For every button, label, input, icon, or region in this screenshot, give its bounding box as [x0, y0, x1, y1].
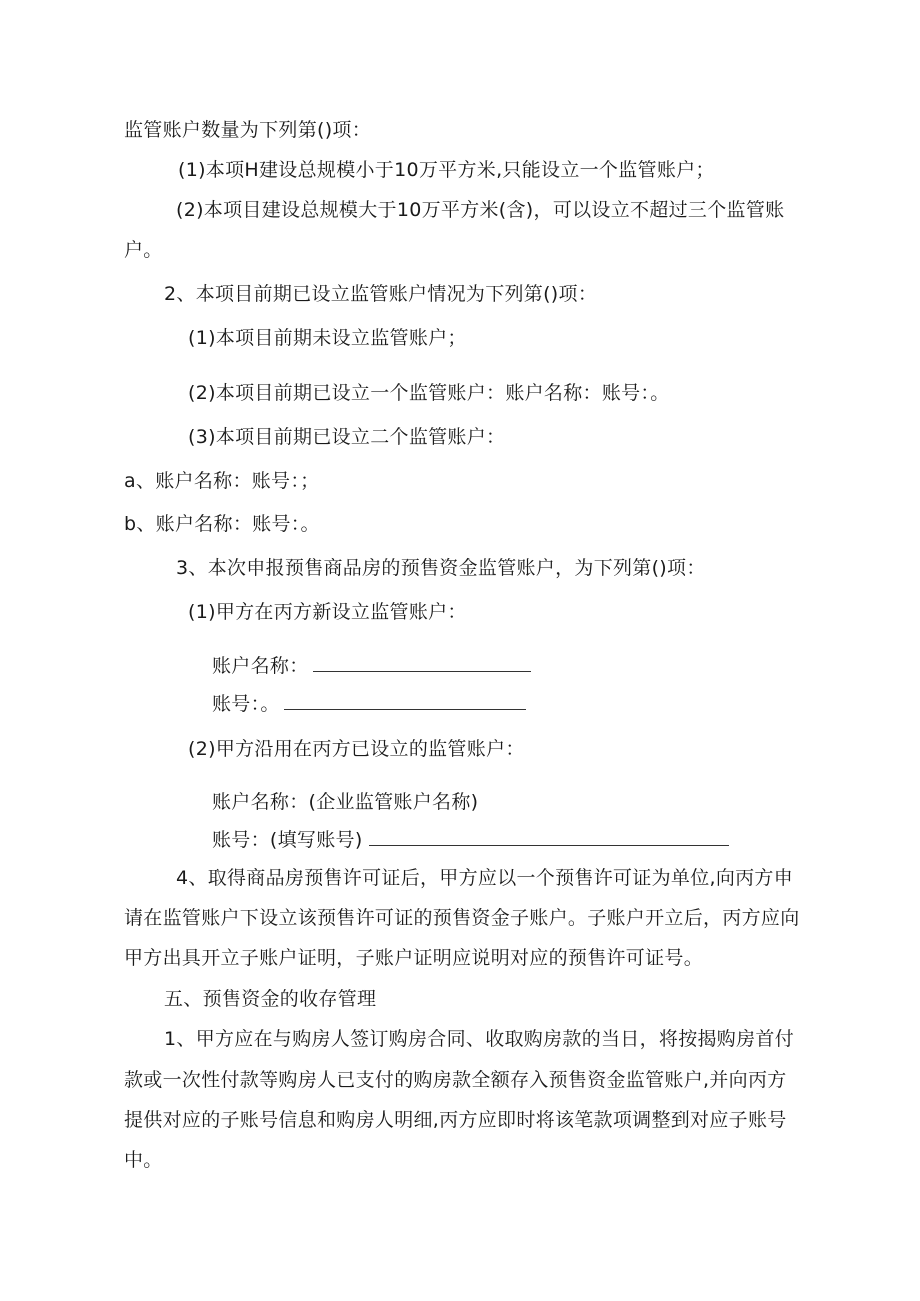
text-line: (2)本项目建设总规模大于10万平方米(含)，可以设立不超过三个监管账: [176, 199, 785, 221]
text-line: (1)本项H建设总规模小于10万平方米,只能设立一个监管账户；: [178, 159, 715, 181]
text-line: (2)甲方沿用在丙方已设立的监管账户：: [188, 738, 525, 760]
account-number-label: 账号：(填写账号): [212, 829, 363, 851]
text-line: 中。: [124, 1149, 163, 1171]
text-line: 监管账户数量为下列第()项：: [124, 119, 372, 141]
account-number-label: 账号：。: [212, 693, 280, 715]
text-line: 户。: [124, 239, 163, 261]
text-line: (1)本项目前期未设立监管账户；: [188, 327, 467, 349]
text-line: 3、本次申报预售商品房的预售资金监管账户，为下列第()项：: [176, 557, 706, 579]
text-line: b、账户名称：账号：。: [124, 513, 320, 535]
text-line: (3)本项目前期已设立二个监管账户：: [188, 426, 506, 448]
text-line: (1)甲方在丙方新设立监管账户：: [188, 601, 467, 623]
text-line: 请在监管账户下设立该预售许可证的预售资金子账户。子账户开立后，丙方应向: [124, 907, 800, 929]
text-line: 账户名称：(企业监管账户名称): [212, 791, 479, 813]
text-line: 款或一次性付款等购房人已支付的购房款全额存入预售资金监管账户,并向丙方: [124, 1069, 787, 1091]
account-name-blank: [313, 657, 531, 672]
text-line: 1、甲方应在与购房人签订购房合同、收取购房款的当日，将按揭购房首付: [164, 1028, 794, 1050]
text-line: (2)本项目前期已设立一个监管账户：账户名称：账号：。: [188, 382, 670, 404]
text-line: 2、本项目前期已设立监管账户情况为下列第()项：: [164, 283, 598, 305]
text-line: 甲方出具开立子账户证明，子账户证明应说明对应的预售许可证号。: [124, 947, 704, 969]
account-name-label: 账户名称：: [212, 655, 309, 677]
text-line: 提供对应的子账号信息和购房人明细,丙方应即时将该笔款项调整到对应子账号: [124, 1109, 787, 1131]
account-number-blank: [369, 831, 729, 846]
account-number-blank: [284, 695, 526, 710]
text-line: 4、取得商品房预售许可证后，甲方应以一个预售许可证为单位,向丙方申: [176, 867, 794, 889]
section-heading: 五、预售资金的收存管理: [164, 988, 377, 1010]
account-name-field: [212, 654, 531, 678]
account-number-field: [212, 692, 526, 716]
account-number-field: [212, 828, 729, 852]
text-line: a、账户名称：账号：；: [124, 470, 320, 492]
